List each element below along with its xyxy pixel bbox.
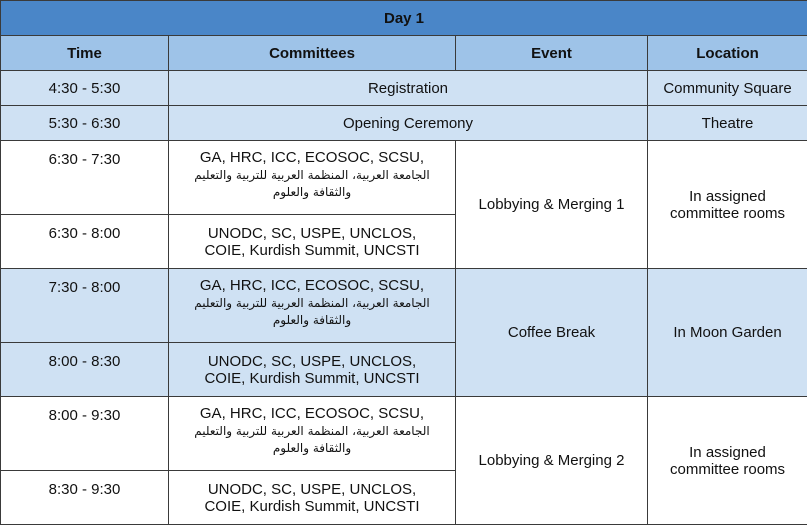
time-cell: 4:30 - 5:30 [1, 71, 169, 106]
location-cell: Theatre [648, 106, 807, 141]
time-cell: 8:30 - 9:30 [1, 471, 169, 525]
time-cell: 7:30 - 8:00 [1, 269, 169, 343]
committees-line2: COIE, Kurdish Summit, UNCSTI [204, 241, 420, 259]
committees-line2: COIE, Kurdish Summit, UNCSTI [204, 369, 420, 387]
location-line1: In assigned [689, 187, 766, 205]
committees-list: GA, HRC, ICC, ECOSOC, SCSU, [199, 277, 425, 294]
committees-cell [169, 471, 456, 525]
event-cell: Coffee Break [456, 269, 648, 397]
committees-arabic-line1: الجامعة العربية، المنظمة العربية للتربية والتعليم [194, 424, 430, 438]
title-row [1, 1, 807, 36]
time-cell: 8:00 - 9:30 [1, 397, 169, 471]
event-cell: Registration [169, 71, 648, 106]
committees-cell [169, 141, 456, 215]
table-row [1, 141, 807, 215]
committees-cell [169, 269, 456, 343]
event-cell: Lobbying & Merging 2 [456, 397, 648, 525]
location-cell [648, 269, 807, 397]
location-line1: In assigned [689, 443, 766, 461]
committees-arabic-line2: والثقافة والعلوم [272, 313, 352, 327]
committees-line2: COIE, Kurdish Summit, UNCSTI [204, 497, 420, 515]
location-line2: committee rooms [670, 204, 786, 222]
location-line2: committee rooms [670, 460, 786, 478]
location-cell [648, 141, 807, 269]
header-event: Event [456, 36, 648, 71]
committees-line1: UNODC, SC, USPE, UNCLOS, [207, 352, 417, 370]
committees-arabic-line2: والثقافة والعلوم [272, 185, 352, 199]
header-time: Time [1, 36, 169, 71]
event-cell: Lobbying & Merging 1 [456, 141, 648, 269]
time-cell: 5:30 - 6:30 [1, 106, 169, 141]
location-cell [648, 397, 807, 525]
time-cell: 6:30 - 8:00 [1, 215, 169, 269]
committees-line1: UNODC, SC, USPE, UNCLOS, [207, 224, 417, 242]
header-committees: Committees [169, 36, 456, 71]
committees-cell [169, 215, 456, 269]
committees-list: GA, HRC, ICC, ECOSOC, SCSU, [199, 149, 425, 166]
time-cell: 8:00 - 8:30 [1, 343, 169, 397]
committees-arabic-line1: الجامعة العربية، المنظمة العربية للتربية والتعليم [194, 296, 430, 310]
time-cell: 6:30 - 7:30 [1, 141, 169, 215]
table-row [1, 397, 807, 471]
location-line1: In Moon Garden [673, 324, 782, 341]
committees-line1: UNODC, SC, USPE, UNCLOS, [207, 480, 417, 498]
header-location: Location [648, 36, 807, 71]
committees-cell [169, 343, 456, 397]
table-row [1, 71, 807, 106]
event-cell: Opening Ceremony [169, 106, 648, 141]
committees-arabic-line1: الجامعة العربية، المنظمة العربية للتربية والتعليم [194, 168, 430, 182]
table-row [1, 269, 807, 343]
committees-cell [169, 397, 456, 471]
committees-arabic-line2: والثقافة والعلوم [272, 441, 352, 455]
committees-list: GA, HRC, ICC, ECOSOC, SCSU, [199, 405, 425, 422]
location-cell: Community Square [648, 71, 807, 106]
header-row [1, 36, 807, 71]
day-title: Day 1 [1, 1, 807, 36]
table-row [1, 106, 807, 141]
